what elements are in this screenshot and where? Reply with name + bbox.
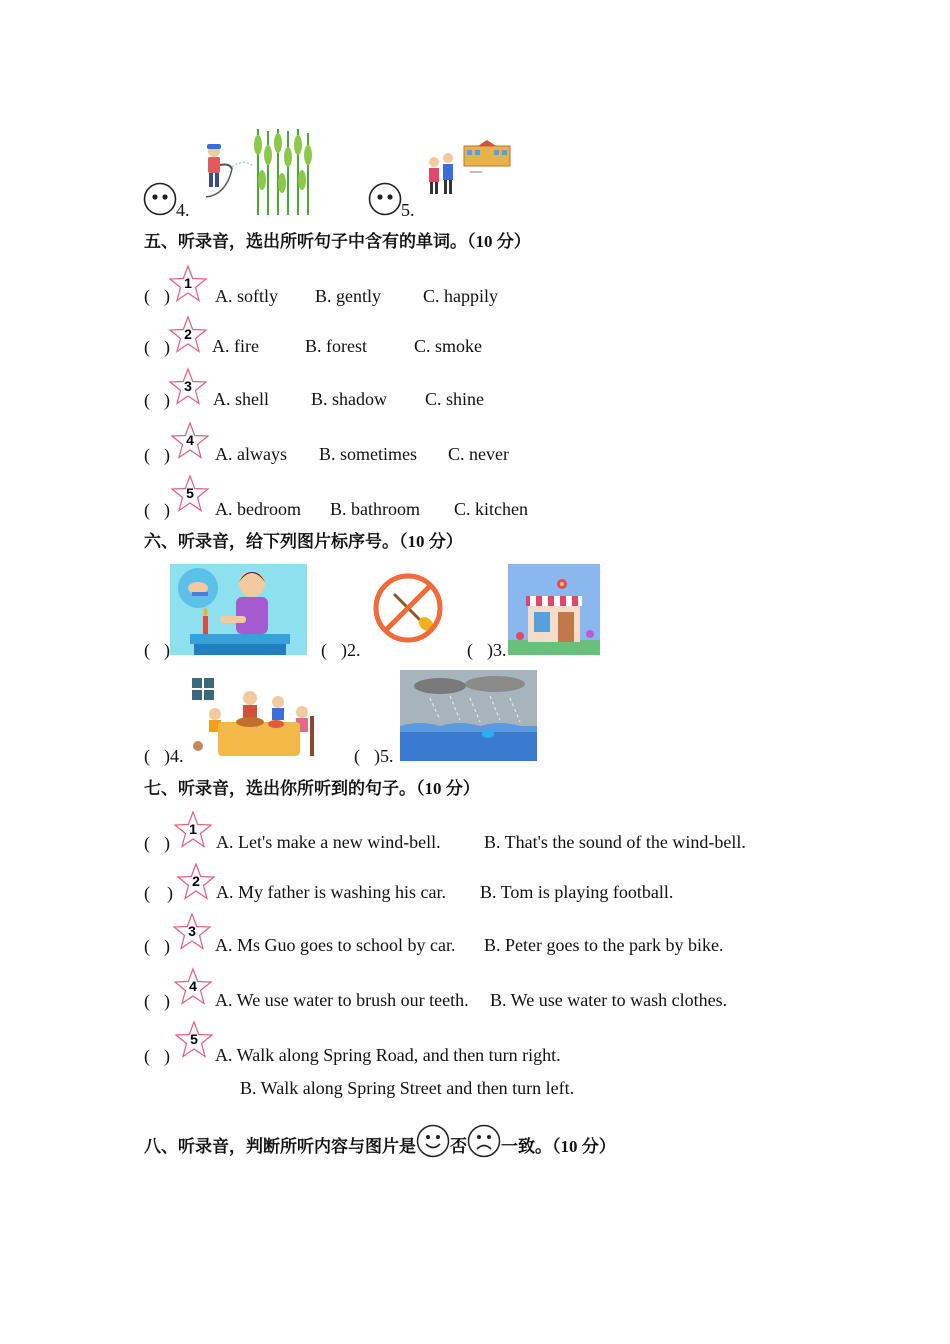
star-number: 2 xyxy=(192,873,200,889)
option-c: C. kitchen xyxy=(454,499,528,519)
answer-paren-close[interactable]: ) xyxy=(164,833,170,853)
kids-walking-to-school-picture xyxy=(420,140,512,202)
answer-paren-open[interactable]: ( xyxy=(144,936,150,956)
section7-title: 七、听录音，选出你所听到的句子。 xyxy=(144,779,416,799)
answer-paren-close[interactable]: ) xyxy=(487,640,493,660)
section5-title: 五、听录音，选出所听句子中含有的单词。 xyxy=(144,232,467,252)
answer-paren-open[interactable]: ( xyxy=(144,337,150,357)
option-b: B. bathroom xyxy=(330,499,420,519)
option-a: A. bedroom xyxy=(215,499,301,519)
answer-paren-open[interactable]: ( xyxy=(144,640,150,660)
option-a: A. Let's make a new wind-bell. xyxy=(216,832,441,852)
answer-paren-open[interactable]: ( xyxy=(144,883,150,903)
option-b: B. Tom is playing football. xyxy=(480,882,674,902)
answer-paren-close[interactable]: ) xyxy=(164,1046,170,1066)
item-number: 2. xyxy=(347,640,361,660)
watering-crops-picture xyxy=(196,125,320,217)
option-a: A. Ms Guo goes to school by car. xyxy=(215,935,456,955)
answer-paren-close[interactable]: ) xyxy=(164,991,170,1011)
answer-paren-close[interactable]: ) xyxy=(341,640,347,660)
star-number-icon xyxy=(170,474,210,514)
section5-points: （10 分） xyxy=(467,232,531,251)
answer-paren-close[interactable]: ) xyxy=(164,445,170,465)
answer-paren-open[interactable]: ( xyxy=(144,746,150,766)
star-number-icon xyxy=(168,315,208,355)
section6-points: （10 分） xyxy=(399,532,463,551)
star-number-icon xyxy=(170,421,210,461)
neutral-face-icon xyxy=(143,182,177,216)
option-b: B. gently xyxy=(315,286,381,306)
section7-heading xyxy=(144,779,480,799)
rain-over-sea-picture xyxy=(400,670,537,761)
star-number-icon xyxy=(174,1020,214,1060)
star-number: 1 xyxy=(189,821,197,837)
option-a: A. My father is washing his car. xyxy=(216,882,446,902)
part4-item-number: 4. xyxy=(176,200,190,220)
section6-title: 六、听录音，给下列图片标序号。 xyxy=(144,532,399,552)
section6-heading xyxy=(144,532,463,552)
star-number: 3 xyxy=(188,923,196,939)
no-fire-sign-picture xyxy=(372,572,444,644)
boy-lighting-candle-picture xyxy=(170,564,307,655)
option-b: B. shadow xyxy=(311,389,387,409)
happy-face-icon xyxy=(416,1124,450,1158)
flower-shop-picture xyxy=(508,564,600,655)
item-number: 3. xyxy=(493,640,507,660)
answer-paren-close[interactable]: ) xyxy=(374,746,380,766)
star-number: 4 xyxy=(189,978,197,994)
answer-paren-open[interactable]: ( xyxy=(144,500,150,520)
answer-paren-open[interactable]: ( xyxy=(144,833,150,853)
star-number-icon xyxy=(173,967,213,1007)
star-number: 5 xyxy=(190,1031,198,1047)
neutral-face-icon xyxy=(368,182,402,216)
option-c: C. happily xyxy=(423,286,498,306)
star-number: 5 xyxy=(186,485,194,501)
option-b: B. That's the sound of the wind-bell. xyxy=(484,832,746,852)
answer-paren-open[interactable]: ( xyxy=(354,746,360,766)
answer-paren-open[interactable]: ( xyxy=(144,390,150,410)
option-a: A. Walk along Spring Road, and then turn right. xyxy=(215,1045,561,1065)
sad-face-icon xyxy=(467,1124,501,1158)
star-number: 3 xyxy=(184,378,192,394)
section8-heading xyxy=(144,1124,616,1158)
item-number: 4. xyxy=(170,746,184,766)
answer-paren-open[interactable]: ( xyxy=(144,991,150,1011)
answer-paren-close[interactable]: ) xyxy=(164,390,170,410)
section8-title-a: 八、听录音，判断所听内容与图片是 xyxy=(144,1137,416,1157)
part4-item-number: 5. xyxy=(401,200,415,220)
star-number-icon xyxy=(173,810,213,850)
section8-points: （10 分） xyxy=(552,1137,616,1156)
option-a: A. fire xyxy=(212,336,259,356)
option-a: A. softly xyxy=(215,286,278,306)
section7-points: （10 分） xyxy=(416,779,480,798)
answer-paren-close[interactable]: ) xyxy=(167,883,173,903)
answer-paren-close[interactable]: ) xyxy=(164,746,170,766)
star-number: 1 xyxy=(184,275,192,291)
section8-title-b: 否 xyxy=(450,1137,467,1157)
answer-paren-close[interactable]: ) xyxy=(164,337,170,357)
answer-paren-open[interactable]: ( xyxy=(467,640,473,660)
option-c: C. shine xyxy=(425,389,485,409)
option-c: C. smoke xyxy=(414,336,483,356)
option-a: A. always xyxy=(215,444,287,464)
answer-paren-close[interactable]: ) xyxy=(164,286,170,306)
option-a: A. shell xyxy=(213,389,269,409)
section5-heading xyxy=(144,232,531,252)
star-number: 4 xyxy=(186,432,194,448)
item-number: 5. xyxy=(380,746,394,766)
option-b: B. forest xyxy=(305,336,367,356)
star-number-icon xyxy=(172,912,212,952)
section8-title-c: 一致。 xyxy=(501,1137,552,1157)
answer-paren-open[interactable]: ( xyxy=(144,286,150,306)
option-c: C. never xyxy=(448,444,509,464)
answer-paren-close[interactable]: ) xyxy=(164,640,170,660)
star-number-icon xyxy=(168,367,208,407)
option-a: A. We use water to brush our teeth. xyxy=(215,990,469,1010)
star-number: 2 xyxy=(184,326,192,342)
answer-paren-open[interactable]: ( xyxy=(144,1046,150,1066)
answer-paren-open[interactable]: ( xyxy=(321,640,327,660)
star-number-icon xyxy=(176,862,216,902)
option-b: B. sometimes xyxy=(319,444,417,464)
answer-paren-close[interactable]: ) xyxy=(164,500,170,520)
answer-paren-close[interactable]: ) xyxy=(164,936,170,956)
option-b: B. Walk along Spring Street and then turn left. xyxy=(240,1078,575,1098)
star-number-icon xyxy=(168,264,208,304)
option-b: B. Peter goes to the park by bike. xyxy=(484,935,724,955)
option-b: B. We use water to wash clothes. xyxy=(490,990,728,1010)
answer-paren-open[interactable]: ( xyxy=(144,445,150,465)
family-dinner-picture xyxy=(190,676,318,760)
